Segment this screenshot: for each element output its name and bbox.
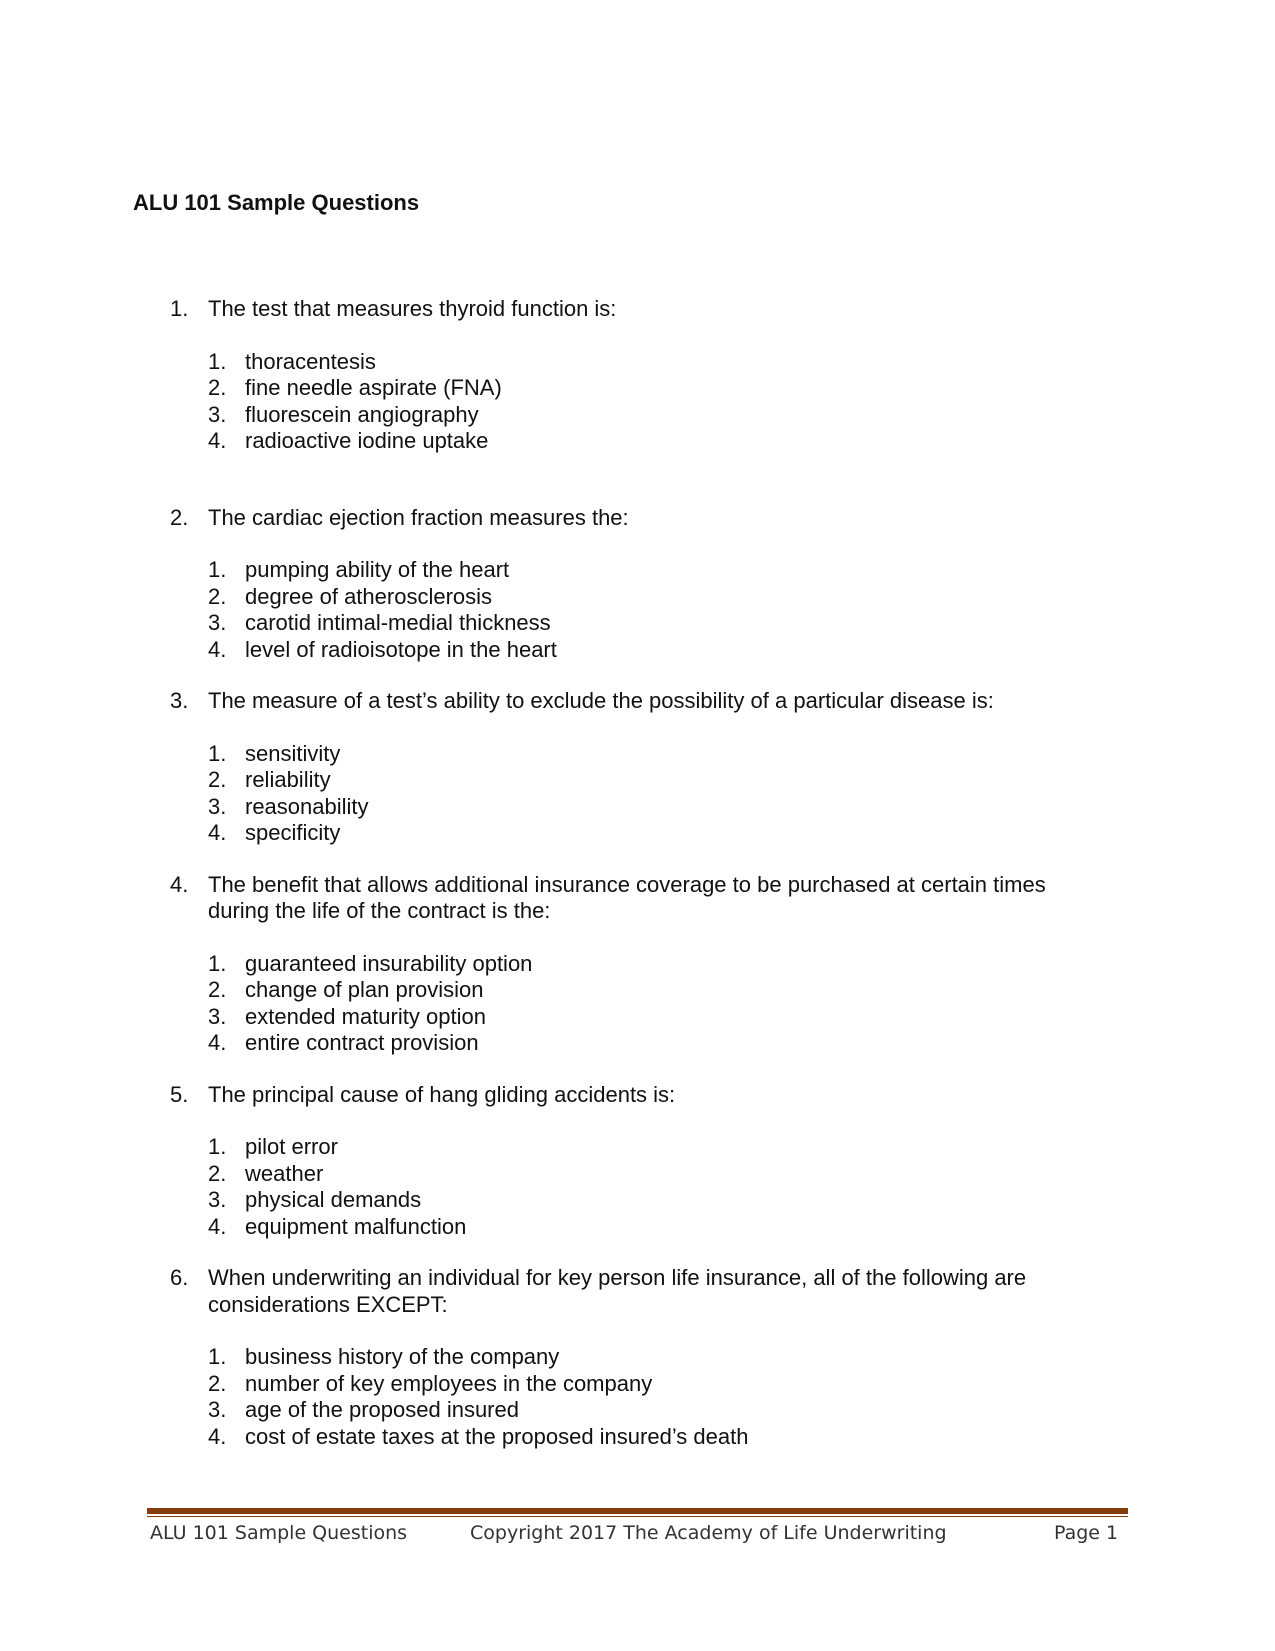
page-title: ALU 101 Sample Questions (133, 190, 420, 215)
question-text: The test that measures thyroid function is: (208, 296, 617, 321)
footer-divider-thin (147, 1516, 1128, 1517)
answer-option (0, 794, 1275, 821)
option-text: thoracentesis (245, 348, 376, 374)
question-text: When underwriting an individual for key person life insurance, all of the following are considerations EXCEPT: (208, 1265, 1027, 1317)
option-number: 3. (208, 793, 227, 819)
question-text: The benefit that allows additional insurance coverage to be purchased at certain times during the life of the contract is the: (208, 871, 1046, 923)
answer-option (0, 741, 1275, 768)
option-text: radioactive iodine uptake (245, 428, 489, 453)
option-number: 1. (208, 740, 227, 766)
question-number: 5. (170, 1081, 189, 1107)
answer-option (0, 1397, 1275, 1424)
option-text: equipment malfunction (245, 1213, 467, 1239)
option-text: entire contract provision (245, 1030, 479, 1055)
option-text: guaranteed insurability option (245, 950, 533, 976)
answer-options (0, 1134, 1275, 1240)
option-text: extended maturity option (245, 1003, 486, 1029)
option-text: sensitivity (245, 740, 341, 766)
answer-option (0, 349, 1275, 376)
option-number: 1. (208, 348, 227, 374)
answer-options (0, 557, 1275, 663)
question-item (0, 296, 1275, 455)
option-number: 4. (208, 1030, 227, 1055)
question-text: The cardiac ejection fraction measures the: (208, 504, 629, 530)
answer-option (0, 1371, 1275, 1398)
option-text: pumping ability of the heart (245, 557, 510, 582)
question-item (0, 872, 1275, 1057)
answer-option (0, 820, 1275, 847)
question-text: The measure of a test’s ability to exclude the possibility of a particular disease is: (208, 688, 994, 713)
option-number: 2. (208, 977, 227, 1002)
question-item (0, 505, 1275, 664)
option-text: specificity (245, 820, 341, 845)
answer-options (0, 1344, 1275, 1450)
question-text: The principal cause of hang gliding accidents is: (208, 1081, 676, 1107)
footer-copyright: Copyright 2017 The Academy of Life Underwriting (470, 1522, 947, 1544)
footer-divider-thick (147, 1508, 1128, 1514)
answer-option (0, 1134, 1275, 1161)
option-number: 3. (208, 1003, 227, 1029)
option-number: 4. (208, 428, 227, 453)
question-number: 1. (170, 296, 189, 321)
option-number: 2. (208, 1370, 227, 1396)
answer-option (0, 610, 1275, 637)
answer-options (0, 951, 1275, 1057)
question-number: 3. (170, 688, 189, 713)
option-text: physical demands (245, 1187, 422, 1212)
question-number: 4. (170, 871, 189, 897)
option-text: change of plan provision (245, 977, 484, 1002)
answer-option (0, 1187, 1275, 1214)
answer-option (0, 637, 1275, 664)
answer-option (0, 402, 1275, 429)
option-text: fluorescein angiography (245, 401, 479, 427)
answer-options (0, 349, 1275, 455)
option-number: 2. (208, 375, 227, 400)
answer-option (0, 1344, 1275, 1371)
option-number: 3. (208, 401, 227, 427)
option-number: 1. (208, 557, 227, 582)
question-item (0, 1265, 1275, 1450)
option-number: 4. (208, 636, 227, 662)
option-text: cost of estate taxes at the proposed insured’s death (245, 1423, 749, 1449)
option-number: 4. (208, 1213, 227, 1239)
option-text: pilot error (245, 1134, 338, 1159)
option-number: 3. (208, 1187, 227, 1212)
answer-option (0, 1424, 1275, 1451)
option-number: 1. (208, 1134, 227, 1159)
option-text: carotid intimal-medial thickness (245, 610, 551, 635)
answer-option (0, 767, 1275, 794)
question-item (0, 688, 1275, 847)
option-number: 2. (208, 767, 227, 792)
answer-option (0, 977, 1275, 1004)
option-text: fine needle aspirate (FNA) (245, 375, 502, 400)
answer-options (0, 741, 1275, 847)
option-text: degree of atherosclerosis (245, 583, 493, 609)
answer-option (0, 1004, 1275, 1031)
answer-option (0, 951, 1275, 978)
option-text: level of radioisotope in the heart (245, 636, 557, 662)
answer-option (0, 1030, 1275, 1057)
footer-page-number: Page 1 (1054, 1522, 1119, 1544)
option-text: weather (245, 1160, 324, 1186)
answer-option (0, 1161, 1275, 1188)
question-list (0, 296, 1275, 1475)
option-number: 1. (208, 950, 227, 976)
question-item (0, 1082, 1275, 1241)
option-text: reasonability (245, 793, 369, 819)
option-text: age of the proposed insured (245, 1397, 519, 1422)
answer-option (0, 1214, 1275, 1241)
option-text: number of key employees in the company (245, 1370, 653, 1396)
footer-document-title: ALU 101 Sample Questions (150, 1522, 408, 1544)
option-text: business history of the company (245, 1344, 560, 1369)
option-number: 2. (208, 583, 227, 609)
option-number: 1. (208, 1344, 227, 1369)
answer-option (0, 428, 1275, 455)
answer-option (0, 375, 1275, 402)
option-text: reliability (245, 767, 331, 792)
question-number: 6. (170, 1265, 189, 1290)
question-number: 2. (170, 504, 189, 530)
option-number: 4. (208, 1423, 227, 1449)
option-number: 4. (208, 820, 227, 845)
answer-option (0, 584, 1275, 611)
answer-option (0, 557, 1275, 584)
option-number: 2. (208, 1160, 227, 1186)
option-number: 3. (208, 1397, 227, 1422)
option-number: 3. (208, 610, 227, 635)
